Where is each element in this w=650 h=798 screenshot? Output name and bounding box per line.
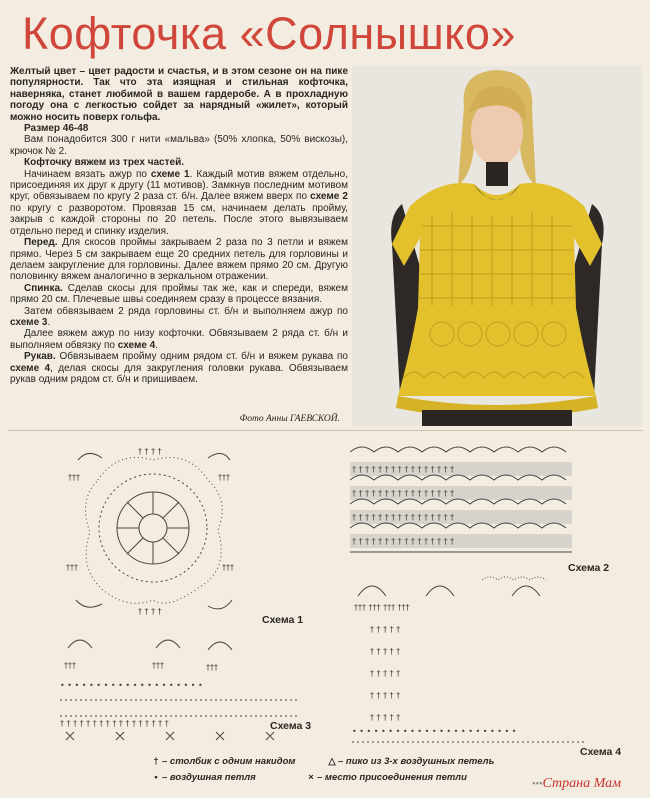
scheme-3-label: Схема 3 — [270, 720, 312, 732]
watermark-dots: ••• — [532, 779, 543, 790]
size-heading: Размер 46-48 — [24, 123, 89, 135]
scheme-4-label: Схема 4 — [580, 746, 622, 758]
svg-text:† † † † † † † † † †: † † † † † † † † † † † † † † † † — [352, 537, 455, 546]
svg-text:† † †: † † † † † — [370, 713, 401, 722]
model-illustration — [352, 66, 642, 426]
legend-picot: △ – пико из 3-х воздушных петель — [326, 756, 494, 767]
scheme-1-ref: схеме 1 — [150, 168, 190, 180]
svg-text:†††: ††† — [66, 563, 78, 572]
legend-chain: • – воздушная петля — [150, 772, 256, 783]
svg-text:†††: ††† — [64, 661, 76, 670]
svg-text:† † † † † † † † † †: † † † † † † † † † † † † † † † † — [352, 465, 455, 474]
svg-text:†††: ††† — [68, 473, 80, 482]
join-symbol: × — [308, 772, 314, 783]
model-photo — [352, 66, 642, 426]
svg-text:† † † † † † † † † †: † † † † † † † † † † † † † † † † — [352, 489, 455, 498]
svg-text:† † † †: † † † † — [138, 447, 162, 456]
svg-text:† † † † † † † † † †: † † † † † † † † † † † † † † † † — [352, 513, 455, 522]
materials-paragraph: Вам понадобится 300 г нити «мальва» (50% хлопка, 50% вискозы), крючок № 2. — [10, 134, 348, 157]
sleeve-heading: Рукав. — [24, 351, 56, 363]
front-heading: Перед. — [24, 237, 58, 249]
scheme-4-ref: схеме 4 — [117, 339, 156, 351]
svg-text:† † † † † † † † † † † † † † †: † † † † † † † † † † † † † † † † † — [60, 719, 169, 728]
svg-text:† † †: † † † † † — [370, 691, 401, 700]
svg-text:• • • • • • • • • • • • • • •: • • • • • • • • • • • • • • • • • • • • • • • — [352, 727, 517, 736]
svg-text:††† ††† ††† †††: ††† ††† ††† ††† — [354, 603, 410, 612]
back-heading: Спинка. — [24, 282, 63, 294]
photo-credit: Фото Анны ГАЕВСКОЙ. — [239, 414, 340, 424]
neckline-paragraph: Затем обвязываем 2 ряда горловины ст. б/н и выполняем ажур по схеме 3. — [10, 305, 348, 328]
bottom-paragraph: Далее вяжем ажур по низу кофточки. Обвязываем 2 ряда ст. б/н и выполняем обвязку по схеме 4. — [10, 328, 348, 351]
scheme-1-diagram — [58, 440, 318, 620]
scheme-4-ref-sleeve: схеме 4 — [10, 362, 51, 374]
svg-text:†††: ††† — [218, 473, 230, 482]
section-divider — [8, 430, 642, 431]
svg-text:† † †: † † † † † — [370, 625, 401, 634]
scheme-3-ref: схеме 3 — [10, 316, 48, 328]
svg-text:†††: ††† — [152, 661, 164, 670]
svg-text:† † †: † † † † † — [370, 669, 401, 678]
svg-text:† † †: † † † † † — [370, 647, 401, 656]
svg-text:† † † †: † † † † — [138, 607, 162, 616]
double-crochet-symbol: † — [153, 756, 159, 767]
scheme-1-label: Схема 1 — [262, 614, 304, 626]
watermark-text: Страна Мам — [542, 776, 622, 791]
svg-text:†††: ††† — [222, 563, 234, 572]
sleeve-paragraph: Рукав. Обвязываем пройму одним рядом ст. б/н и вяжем рукава по схеме 4, делая скосы для закругления головки рукава. Обвязываем рукав одним рядом ст. б/н и пришиваем. — [10, 351, 348, 385]
legend-join: × – место присоединения петли — [305, 772, 467, 783]
page-title: Кофточка «Солнышко» — [22, 8, 516, 59]
scheme-4-diagram — [352, 574, 588, 750]
scheme-2-ref: схеме 2 — [310, 191, 348, 203]
scheme-3-diagram — [60, 628, 310, 753]
scheme-2-label: Схема 2 — [568, 562, 610, 574]
scheme-2-diagram — [350, 440, 576, 558]
instructions-paragraph: Начинаем вязать ажур по схеме 1. Каждый мотив вяжем отдельно, присоединяя их друг к другу (11 мотивов). Замкнув последним мотивом круг, обвязываем по кругу 2 раза ст. б/н. Далее вяжем вверх по схеме 2 по кругу с разворотом. Провязав 15 см, начинаем делать пройму, закрыв с каждой стороны по 20 петель. После этого вывязываем отдельно перед и спинку изделия. — [10, 168, 348, 237]
back-paragraph: Спинка. Сделав скосы для проймы так же, как и спереди, вяжем прямо 20 см. Плечевые швы соединяем сразу в процессе вязания. — [10, 282, 348, 306]
front-paragraph: Перед. Для скосов проймы закрываем 2 раза по 3 петли и вяжем прямо. Через 5 см закрываем еще 20 средних петель для горловины и делаем закругление для горловины. Далее вяжем прямо 20 см. Другую половинку вяжем аналогично в зеркальном отражении. — [10, 237, 348, 283]
article-text — [10, 66, 348, 428]
chain-symbol: • — [154, 772, 158, 783]
watermark — [532, 776, 644, 794]
svg-text:†††: ††† — [206, 663, 218, 672]
intro-paragraph: Желтый цвет – цвет радости и счастья, и в этом сезоне он на пике популярности. Так что эта изящная и стильная кофточка, наверняка, станет любимой в вашем гардеробе. А в прохладную погоду она с легкостью сойдет за нарядный «жилет», который можно носить поверх гольфа. — [10, 66, 348, 123]
picot-symbol: △ — [328, 756, 336, 767]
parts-heading: Кофточку вяжем из трех частей. — [24, 157, 185, 169]
legend-double-crochet: † – столбик с одним накидом — [150, 756, 295, 767]
svg-text:• • • • • • • • • • • • • • •: • • • • • • • • • • • • • • • • • • • • — [60, 681, 203, 690]
